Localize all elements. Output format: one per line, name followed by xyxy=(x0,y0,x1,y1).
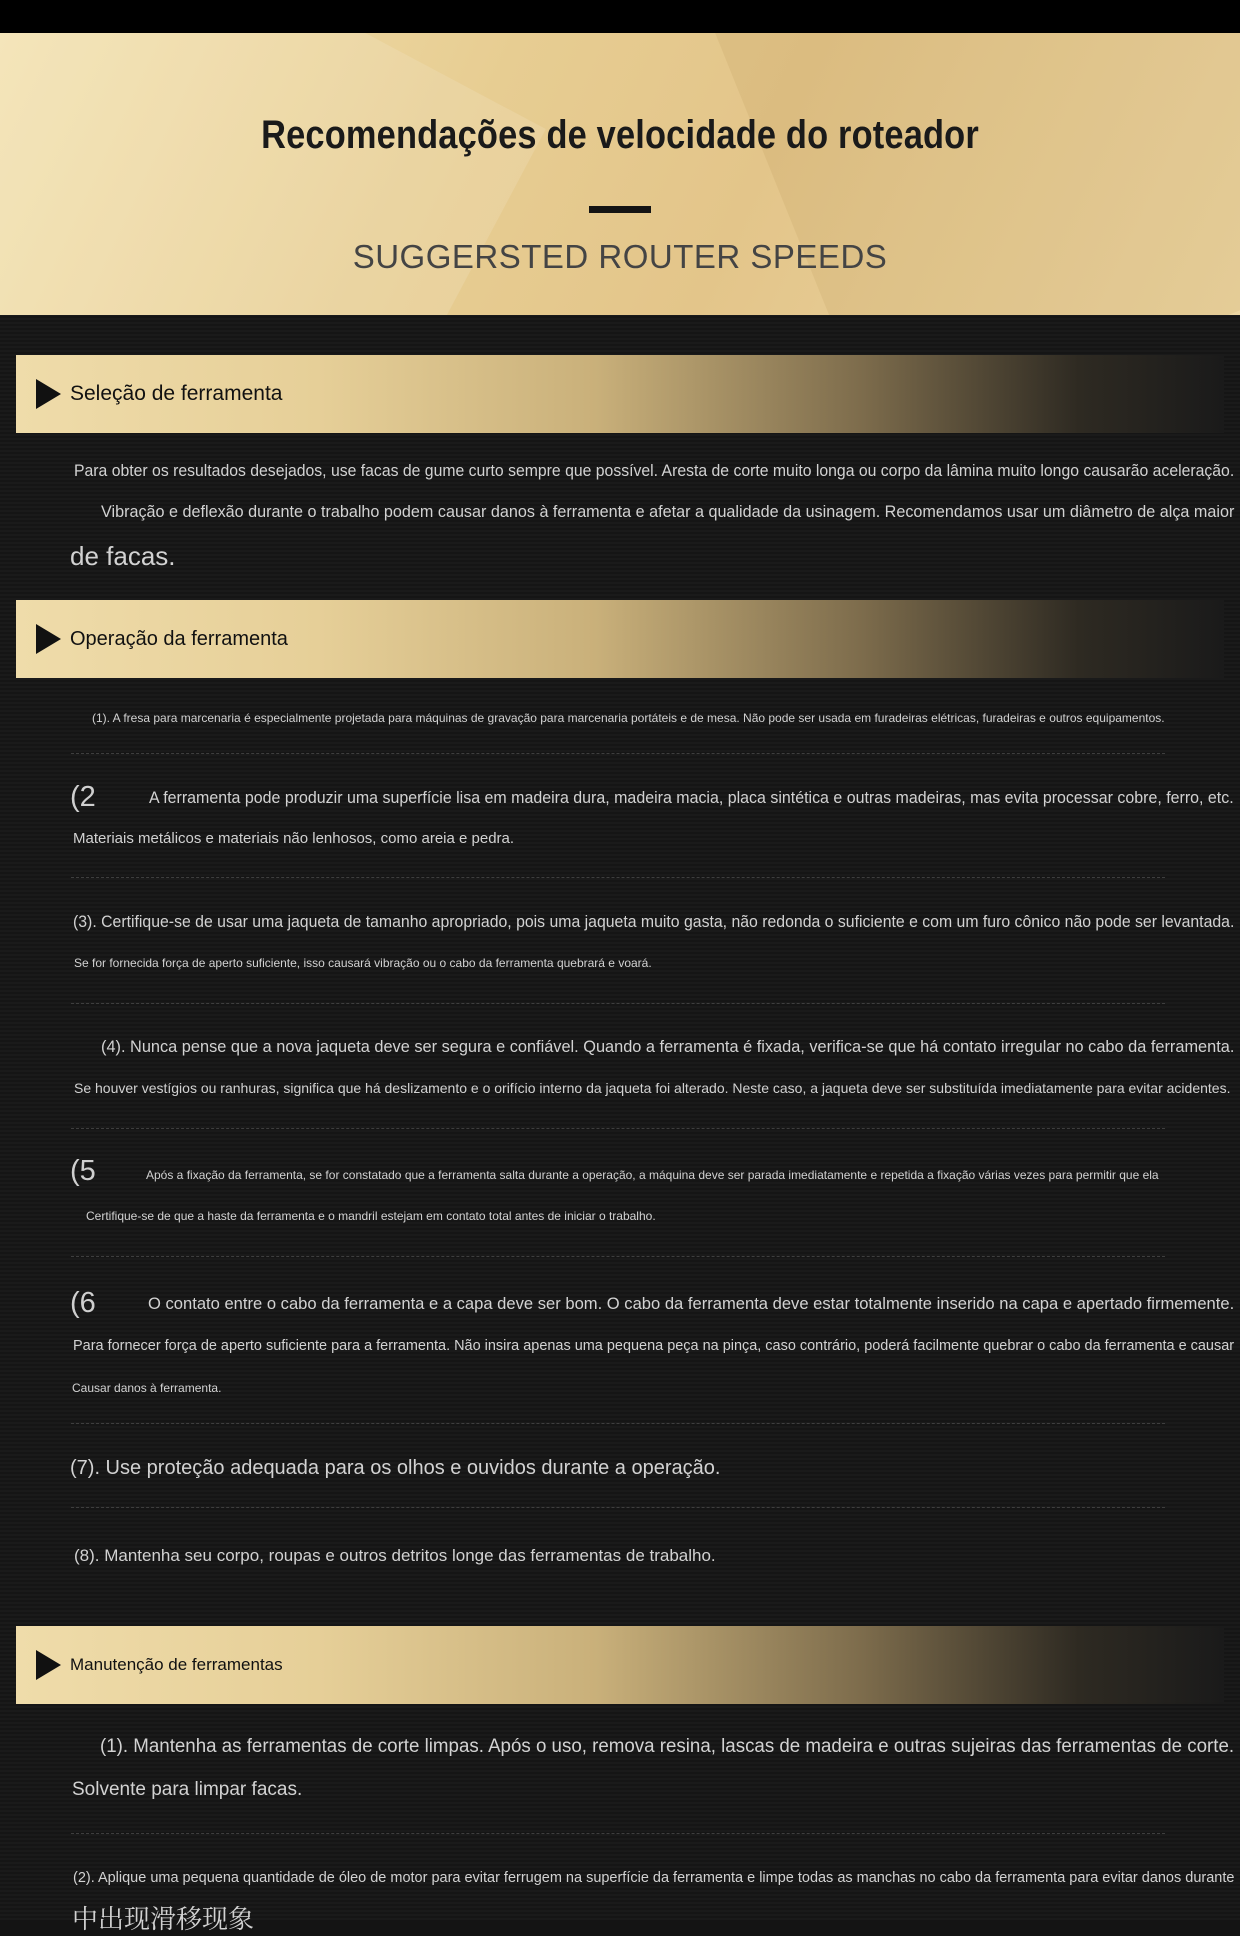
list-item: (2). Aplique uma pequena quantidade de óleo de motor para evitar ferrugem na superfície da ferramenta e limpe todas as manchas no cabo da ferramenta para evitar danos durante xyxy=(73,1869,1235,1886)
play-triangle-icon xyxy=(36,624,61,654)
list-item: (8). Mantenha seu corpo, roupas e outros detritos longe das ferramentas de trabalho. xyxy=(74,1546,716,1565)
list-number: (6 xyxy=(70,1287,96,1319)
dashed-divider xyxy=(71,1003,1165,1004)
list-item: O contato entre o cabo da ferramenta e a capa deve ser bom. O cabo da ferramenta deve estar totalmente inserido na capa e apertado firmemente. xyxy=(148,1294,1235,1313)
section-title: Manutenção de ferramentas xyxy=(70,1655,283,1674)
list-item: (7). Use proteção adequada para os olhos e ouvidos durante a operação. xyxy=(70,1457,721,1479)
page-subtitle: SUGGERSTED ROUTER SPEEDS xyxy=(352,238,888,275)
list-item: Certifique-se de que a haste da ferramenta e o mandril estejam em contato total antes de iniciar o trabalho. xyxy=(86,1209,656,1223)
dashed-divider xyxy=(71,877,1165,878)
list-item: Para fornecer força de aperto suficiente para a ferramenta. Não insira apenas uma pequena peça na pinça, caso contrário, poderá facilmente quebrar o cabo da ferramenta e causar xyxy=(73,1337,1235,1354)
header-banner xyxy=(0,33,1240,315)
section-title: Operação da ferramenta xyxy=(70,628,288,650)
list-item: Se for fornecida força de aperto suficiente, isso causará vibração ou o cabo da ferramenta quebrará e voará. xyxy=(74,956,652,970)
dashed-divider xyxy=(71,1128,1165,1129)
list-item: (1). A fresa para marcenaria é especialmente projetada para máquinas de gravação para marcenaria portáteis e de mesa. Não pode ser usada em furadeiras elétricas, furadeiras e outros equipamentos. xyxy=(92,711,1165,725)
top-black-bar xyxy=(0,0,1240,33)
dashed-divider xyxy=(71,1423,1165,1424)
page-title: Recomendações de velocidade do roteador xyxy=(261,113,979,157)
list-item: Materiais metálicos e materiais não lenhosos, como areia e pedra. xyxy=(73,830,515,847)
section-header-operation xyxy=(16,600,1224,678)
section-title: Seleção de ferramenta xyxy=(70,382,283,405)
paragraph-line: de facas. xyxy=(70,541,176,571)
list-item: Se houver vestígios ou ranhuras, significa que há deslizamento e o orifício interno da jaqueta foi alterado. Neste caso, a jaqueta deve ser substituída imediatamente para evitar acidentes. xyxy=(74,1080,1231,1096)
paragraph-line: Para obter os resultados desejados, use facas de gume curto sempre que possível. Aresta de corte muito longa ou corpo da lâmina muito longo causarão aceleração. xyxy=(74,461,1235,480)
list-item: A ferramenta pode produzir uma superfície lisa em madeira dura, madeira macia, placa sintética e outras madeiras, mas evita processar cobre, ferro, etc. xyxy=(149,788,1234,807)
title-divider xyxy=(589,206,651,213)
dashed-divider xyxy=(71,753,1165,754)
list-item: Após a fixação da ferramenta, se for constatado que a ferramenta salta durante a operação, a máquina deve ser parada imediatamente e repetida a fixação várias vezes para permitir que ela xyxy=(146,1168,1159,1182)
play-triangle-icon xyxy=(36,379,61,409)
dashed-divider xyxy=(71,1833,1165,1834)
list-number: (2 xyxy=(70,781,96,813)
list-number: (5 xyxy=(70,1155,96,1187)
list-item: (3). Certifique-se de usar uma jaqueta de tamanho apropriado, pois uma jaqueta muito gasta, não redonda o suficiente e com um furo cônico não pode ser levantada. xyxy=(73,912,1235,931)
list-item: 中出现滑移现象 xyxy=(72,1905,255,1935)
paragraph-line: Vibração e deflexão durante o trabalho podem causar danos à ferramenta e afetar a qualidade da usinagem. Recomendamos usar um diâmetro de alça maior xyxy=(101,502,1235,521)
play-triangle-icon xyxy=(36,1650,61,1680)
dashed-divider xyxy=(71,1507,1165,1508)
list-item: Solvente para limpar facas. xyxy=(72,1779,303,1800)
dashed-divider xyxy=(71,1256,1165,1257)
list-item: (1). Mantenha as ferramentas de corte limpas. Após o uso, remova resina, lascas de madeira e outras sujeiras das ferramentas de corte. xyxy=(100,1736,1235,1757)
list-item: (4). Nunca pense que a nova jaqueta deve ser segura e confiável. Quando a ferramenta é fixada, verifica-se que há contato irregular no cabo da ferramenta. xyxy=(101,1037,1235,1056)
section-header-maintenance xyxy=(16,1626,1224,1704)
section-header-selection xyxy=(16,355,1224,433)
content-panel xyxy=(0,315,1240,1935)
list-item: Causar danos à ferramenta. xyxy=(72,1381,222,1395)
